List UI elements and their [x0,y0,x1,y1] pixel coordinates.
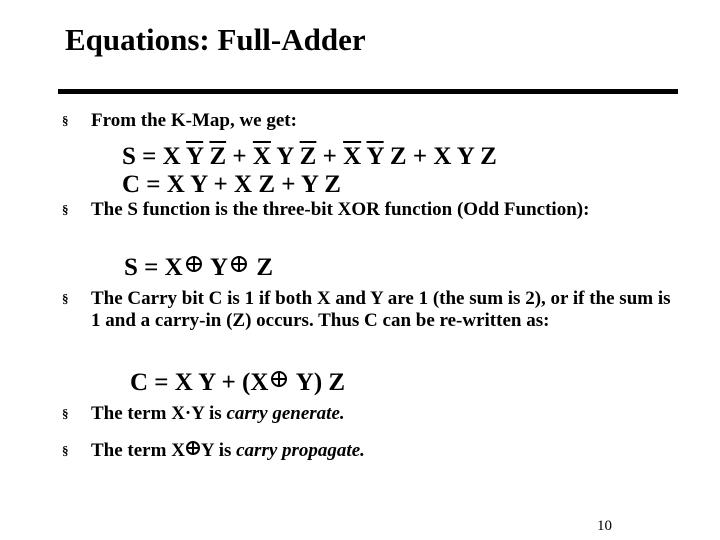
plus-1: + [226,143,253,170]
term2-x-bar: $\overline{X}$ [252,143,271,170]
equation-c-alt [130,369,345,397]
term1-y-bar: $\overline{Y}$ [186,143,204,170]
bullet-marker: § [62,406,69,421]
term3-y-bar: $\overline{Y}$ [366,143,384,170]
bullet-marker: § [62,443,69,458]
slide-title: Equations: Full-Adder [65,22,366,57]
xor-icon [186,256,202,272]
equation-s-sop [122,143,497,171]
equation-c-sop: C = X Y + X Z + Y Z [122,171,341,198]
title-rule [58,89,678,94]
text-part: Y is [200,440,237,461]
term4-y: Y [456,143,474,170]
term4-x: X [433,143,452,170]
bullet-text: The Carry bit C is 1 if both X and Y are 1 (the sum is 2), or if the sum is 1 and a carry-in (Z) occurs. Thus C can be re-written as: [91,288,671,331]
text-part: The term X·Y is [91,403,227,424]
term3-x-bar: $\overline{X}$ [343,143,362,170]
plus-3: + [406,143,434,170]
bullet-marker: § [62,291,69,306]
xor-icon [271,371,287,387]
equation-s-xor [124,254,273,282]
emphasis-text: carry generate. [226,403,345,424]
eq-part: Z [250,254,274,281]
eq-lhs: S [122,143,136,170]
eq-part: Y [204,254,229,281]
term2-y: Y [276,143,294,170]
eq-equals: = [135,143,163,170]
xor-icon [186,441,200,455]
bullet-marker: § [62,202,69,217]
eq-part: Y) Z [290,369,346,396]
bullet-text: From the K-Map, we get: [91,110,297,131]
term2-z-bar: $\overline{Z}$ [299,143,317,170]
term1-z-bar: $\overline{Z}$ [209,143,227,170]
bullet-text [91,403,671,425]
text-part: The term X [91,440,185,461]
plus-2: + [316,143,344,170]
term4-z: Z [480,143,497,170]
eq-part: C = X Y + (X [130,369,269,396]
page-number: 10 [597,518,612,534]
eq-part: S = X [124,254,183,281]
bullet-text [91,440,671,462]
emphasis-text: carry propagate. [236,440,365,461]
term1-x: X [162,143,181,170]
bullet-marker: § [62,113,69,128]
bullet-text: The S function is the three-bit XOR function (Odd Function): [91,199,590,220]
term3-z: Z [389,143,407,170]
xor-icon [231,256,247,272]
